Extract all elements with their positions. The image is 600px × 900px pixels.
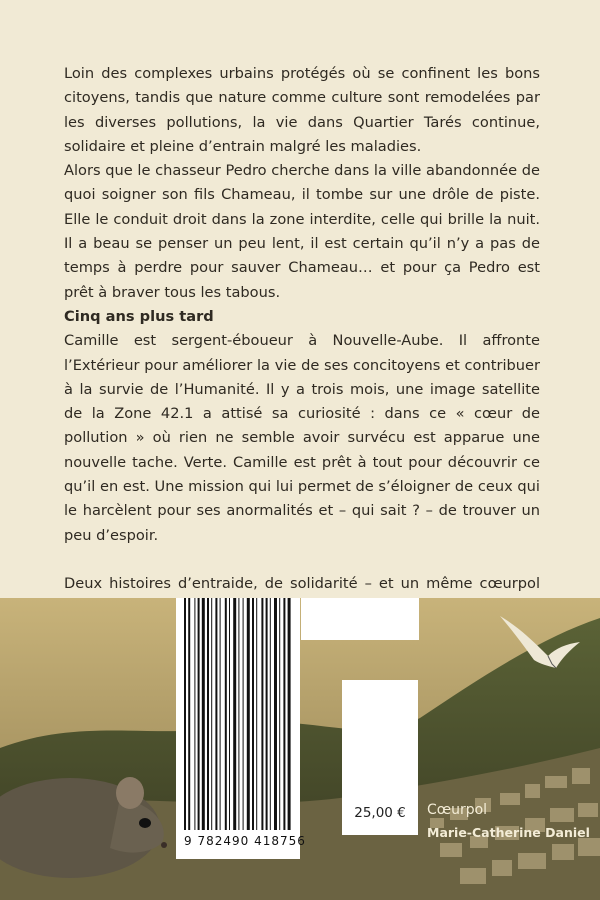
barcode-bar	[261, 598, 263, 830]
barcode-bars	[176, 598, 300, 830]
price-label: 25,00 €	[354, 805, 406, 821]
barcode-bar	[220, 598, 221, 830]
price-box-top	[301, 598, 419, 640]
barcode-bar	[184, 598, 186, 830]
barcode-bar	[288, 598, 291, 830]
blurb-paragraph-3: Camille est sergent-éboueur à Nouvelle-Aube. Il affronte l’Extérieur pour améliorer la vie de ses concitoyens et contribuer à la survie de l’Humanité. Il y a trois mois, une image satellite de la Zone 42.1 a attisé sa curiosité : dans ce « cœur de pollution » où rien ne semble avoir survécu est apparue une nouvelle tache. Verte. Camille est prêt à tout pour découvrir ce qu’il en est. Une mission qui lui permet de s’éloigner de ceux qui le harcèlent pour ses anormalités et – qui sait ? – de trouver un peu d’espoir.	[64, 332, 540, 544]
blurb-paragraph-4: Deux histoires d’entraide, de solidarité – et un même cœurpol	[64, 574, 540, 592]
barcode-bar	[188, 598, 190, 830]
barcode-bar	[247, 598, 250, 830]
barcode-bar	[215, 598, 217, 830]
barcode-bar	[256, 598, 257, 830]
barcode-bar	[238, 598, 239, 830]
barcode-bar	[211, 598, 212, 830]
blurb-paragraph-2: Alors que le chasseur Pedro cherche dans la ville abandonnée de quoi soigner son fils Chameau, il tombe sur une drôle de piste. Elle le conduit droit dans la zone interdite, celle qui brille la nuit. Il a beau se penser un peu lent, il est certain qu’il n’y a pas de temps à perdre pour sauver Chameau… et pour ça Pedro est prêt à braver tous les tabous.	[64, 162, 540, 301]
publisher-name: Cœurpol	[427, 802, 488, 818]
barcode-bar	[198, 598, 200, 830]
isbn-number: 9 782490 418756	[184, 834, 306, 848]
barcode-bar	[274, 598, 277, 830]
barcode-bar	[202, 598, 205, 830]
barcode-bar	[252, 598, 254, 830]
barcode-bar	[225, 598, 227, 830]
blurb-heading: Cinq ans plus tard	[64, 307, 214, 325]
blurb-paragraph-1: Loin des complexes urbains protégés où se confinent les bons citoyens, tandis que nature comme culture sont remodelées par les diverses pollutions, la vie dans Quartier Tarés continue, solidaire et pleine d’entrain malgré les maladies.	[64, 65, 540, 155]
landscape-illustration	[0, 598, 600, 900]
barcode-bar	[270, 598, 271, 830]
barcode-bar	[229, 598, 230, 830]
barcode	[176, 598, 300, 859]
cover-illustration	[0, 598, 600, 900]
barcode-bar	[194, 598, 195, 830]
barcode-bar	[283, 598, 285, 830]
barcode-bar	[266, 598, 268, 830]
author-name: Marie-Catherine Daniel	[427, 825, 590, 840]
barcode-bar	[207, 598, 209, 830]
barcode-bar	[279, 598, 280, 830]
barcode-bar	[233, 598, 236, 830]
barcode-bar	[243, 598, 244, 830]
